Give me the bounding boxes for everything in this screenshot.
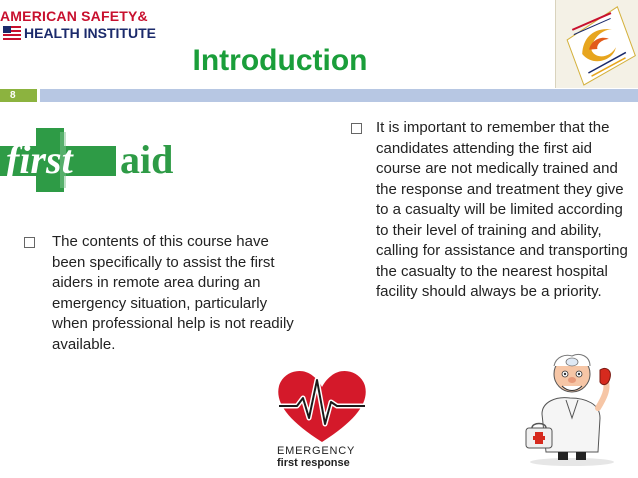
- emergency-first-response-logo: [267, 362, 377, 470]
- flag-icon: [3, 26, 21, 40]
- logo-line1: AMERICAN SAFETY&: [0, 8, 148, 24]
- doctor-cartoon-icon: [512, 348, 622, 466]
- slide-number: 8: [10, 90, 16, 101]
- bullet-box-icon: [351, 123, 362, 134]
- bullet-box-icon: [24, 237, 35, 248]
- first-aid-logo: [0, 128, 180, 192]
- divider-bar-blue: [40, 89, 638, 102]
- ashi-logo: [0, 8, 156, 46]
- bullet-left-text: The contents of this course have been specifically to assist the first aiders in remote area during an emergency situation, particularly when professional help is not readily available.: [52, 233, 294, 353]
- first-response-text: first response: [277, 457, 350, 469]
- aid-word: aid: [120, 137, 174, 182]
- emergency-text: EMERGENCY: [277, 445, 356, 457]
- logo-line2: HEALTH INSTITUTE: [24, 25, 156, 41]
- slide-title: Introduction: [192, 44, 368, 77]
- bullet-right: [351, 118, 636, 358]
- divider-bar-green: [0, 89, 37, 102]
- bullet-left: [24, 232, 294, 362]
- bullet-right-text: It is important to remember that the candidates attending the first aid course are not medically trained and the response and treatment they give to a casualty will be limited according to their level of training and ability, calling for assistance and transporting the casualty to the nearest hospital facility should always be a priority.: [376, 119, 628, 300]
- safety-badge-icon: [555, 0, 638, 88]
- first-word: first: [6, 137, 73, 182]
